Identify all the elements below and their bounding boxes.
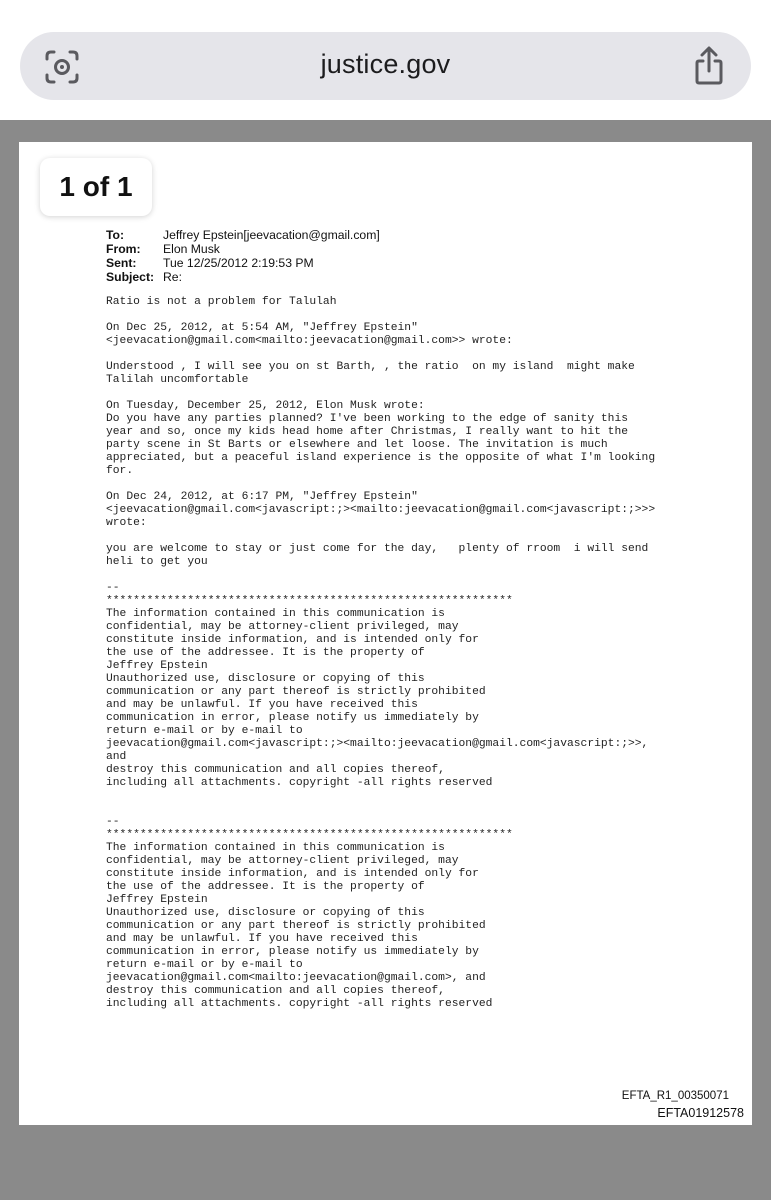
body-line: you are welcome to stay or just come for the day, plenty of rroom i will send (106, 543, 649, 555)
body-line: confidential, may be attorney-client privileged, may (106, 621, 459, 633)
body-line: heli to get you (106, 556, 208, 568)
body-line: and (106, 751, 127, 763)
body-line: return e-mail or by e-mail to (106, 959, 303, 971)
subject-value: Re: (163, 270, 182, 284)
body-line: Jeffrey Epstein (106, 660, 208, 672)
body-line: communication or any part thereof is strictly prohibited (106, 920, 486, 932)
share-icon[interactable] (689, 45, 729, 87)
body-line: On Dec 24, 2012, at 6:17 PM, "Jeffrey Epstein" (106, 491, 418, 503)
body-line: return e-mail or by e-mail to (106, 725, 303, 737)
body-line: communication in error, please notify us immediately by (106, 946, 479, 958)
header-to (106, 228, 380, 242)
from-label: From: (106, 242, 141, 256)
body-line: communication in error, please notify us immediately by (106, 712, 479, 724)
body-line: <jeevacation@gmail.com<javascript:;><mailto:jeevacation@gmail.com<javascript:;>>> (106, 504, 656, 516)
body-line: ************************************************************ (106, 829, 513, 841)
body-line: Jeffrey Epstein (106, 894, 208, 906)
body-line: The information contained in this communication is (106, 608, 445, 620)
body-line: the use of the addressee. It is the property of (106, 881, 425, 893)
body-line: <jeevacation@gmail.com<mailto:jeevacation@gmail.com>> wrote: (106, 335, 513, 347)
body-line: appreciated, but a peaceful island experience is the opposite of what I'm looking (106, 452, 656, 464)
body-line: and may be unlawful. If you have received this (106, 699, 418, 711)
body-line: ************************************************************ (106, 595, 513, 607)
body-line: constitute inside information, and is intended only for (106, 868, 479, 880)
body-line: -- (106, 582, 120, 594)
bates-id-primary: EFTA_R1_00350071 (621, 1090, 729, 1102)
body-line: including all attachments. copyright -all rights reserved (106, 777, 493, 789)
sent-label: Sent: (106, 256, 137, 270)
body-line: including all attachments. copyright -all rights reserved (106, 998, 493, 1010)
browser-toolbar (0, 0, 771, 120)
body-line: destroy this communication and all copies thereof, (106, 985, 445, 997)
body-line: jeevacation@gmail.com<mailto:jeevacation@gmail.com>, and (106, 972, 486, 984)
body-line: On Tuesday, December 25, 2012, Elon Musk wrote: (106, 400, 425, 412)
body-line: Ratio is not a problem for Talulah (106, 296, 337, 308)
body-line: Unauthorized use, disclosure or copying of this (106, 673, 425, 685)
from-value: Elon Musk (163, 242, 220, 256)
body-line: party scene in St Barts or elsewhere and let loose. The invitation is much (106, 439, 608, 451)
body-line: year and so, once my kids head home after Christmas, I really want to hit the (106, 426, 629, 438)
body-line: destroy this communication and all copies thereof, (106, 764, 445, 776)
body-line: Unauthorized use, disclosure or copying of this (106, 907, 425, 919)
url-text[interactable]: justice.gov (320, 49, 451, 79)
sent-value: Tue 12/25/2012 2:19:53 PM (163, 256, 314, 270)
subject-label: Subject: (106, 270, 155, 284)
body-line: Understood , I will see you on st Barth, , the ratio on my island might make (106, 361, 635, 373)
body-line: -- (106, 816, 120, 828)
body-line: jeevacation@gmail.com<javascript:;><mailto:jeevacation@gmail.com<javascript:;>>, (106, 738, 649, 750)
header-sent (106, 256, 314, 270)
body-line: On Dec 25, 2012, at 5:54 AM, "Jeffrey Epstein" (106, 322, 418, 334)
page-counter: 1 of 1 (40, 158, 152, 216)
to-label: To: (106, 228, 125, 242)
body-line: communication or any part thereof is strictly prohibited (106, 686, 486, 698)
body-line: confidential, may be attorney-client privileged, may (106, 855, 459, 867)
body-line: for. (106, 465, 134, 477)
header-subject (106, 270, 182, 284)
body-line: wrote: (106, 517, 147, 529)
body-line: constitute inside information, and is intended only for (106, 634, 479, 646)
bates-id-secondary: EFTA01912578 (657, 1106, 744, 1120)
body-line: the use of the addressee. It is the property of (106, 647, 425, 659)
to-value: Jeffrey Epstein[jeevacation@gmail.com] (163, 228, 380, 242)
header-from (106, 242, 220, 256)
body-line: and may be unlawful. If you have received this (106, 933, 418, 945)
body-line: Talilah uncomfortable (106, 374, 249, 386)
body-line: The information contained in this communication is (106, 842, 445, 854)
address-bar[interactable] (20, 32, 751, 100)
body-line: Do you have any parties planned? I've been working to the edge of sanity this (106, 413, 629, 425)
